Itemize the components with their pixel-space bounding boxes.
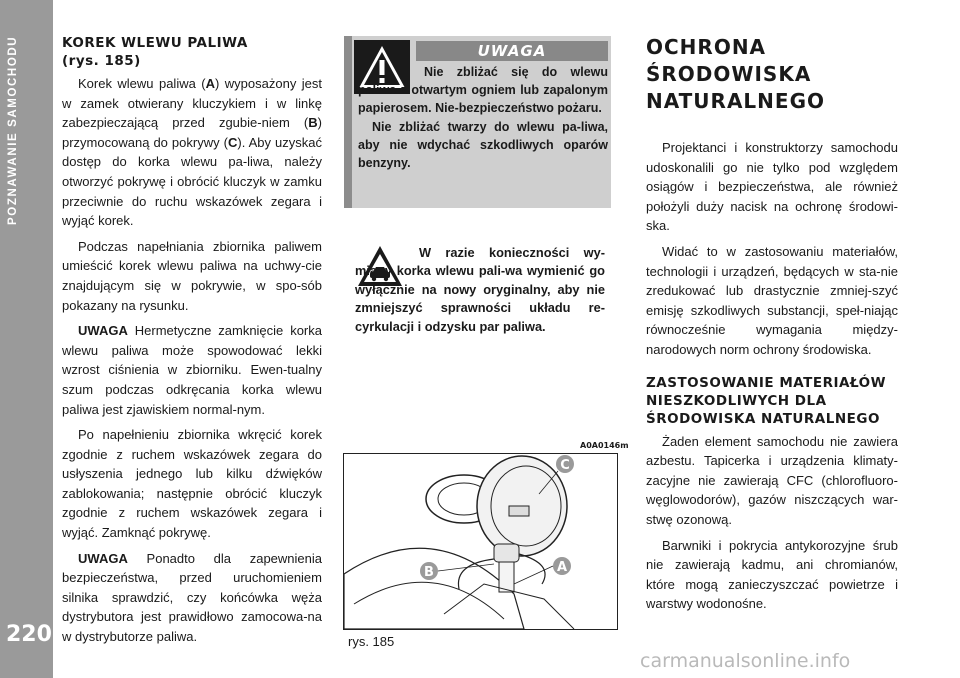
paragraph: Korek wlewu paliwa (A) wyposażony jest w zamek otwierany kluczykiem i w linkę zabezpieczającą przed zgubie-niem (B) przymocowaną do pokrywy (C). Aby uzyskać dostęp do korka wlewu pa-liwa, należy otworzyć pokrywę i obrócić kluczyk w zamku przeciwnie do ruchu wskazówek zegara i wyjąć korek. (62, 76, 322, 229)
warning-line: Nie zbliżać twarzy do wlewu pa-liwa, aby nie wdychać szkodliwych oparów benzyny. (358, 119, 608, 171)
paragraph: Żaden element samochodu nie zawiera azbestu. Tapicerka i urządzenia klimaty-zacyjne nie zawierają CFC (chlorofluoro-węglowodorów), gazów niszczących war-stwę ozonową. (646, 433, 898, 527)
watermark: carmanualsonline.info (640, 650, 851, 672)
warning-line: Nie zbliżać się do wlewu paliwa z otwartym ogniem lub zapalonym papierosem. Nie-bezpieczeństwo pożaru. (358, 65, 608, 116)
paragraph: Podczas napełniania zbiornika paliwem umieścić korek wlewu paliwa na uchwy-cie znajdującym się w pokrywie, w spo-sób pokazany na rysunku. (62, 238, 322, 313)
paragraph: Po napełnieniu zbiornika wkręcić korek zgodnie z ruchem wskazówek zegara do usłyszenia jednego lub kilku dźwięków zablokowania; następnie obrócić kluczyk zgodnie z ruchem wskazówek zegara i wyjąć. Zamknąć pokrywę. (62, 427, 322, 541)
paragraph: UWAGA Ponadto dla zapewnienia bezpieczeństwa, przed uruchomieniem silnika sprawdzić, czy końcówka węża dystrybutora jest prawidłowo zamocowa-na w dystrybutorze paliwa. (62, 550, 322, 645)
section-title: POZNAWANIE SAMOCHODU (7, 36, 19, 226)
paragraph: UWAGA Hermetyczne zamknięcie korka wlewu paliwa może spowodować lekki wzrost ciśnienia w zbiorniku. Ewen-tualny szum podczas odkręcania korka wlewu paliwa jest zjawiskiem normal-nym. (62, 323, 322, 417)
paragraph: Barwniki i pokrycia antykorozyjne śrub nie zawierają kadmu, ani chromianów, które mogą zanieczyszczać powietrze i warstwy wodonośne. (646, 537, 898, 612)
label-b: B (424, 565, 434, 580)
fuel-cap-illustration (344, 454, 617, 629)
environment-section (646, 138, 898, 620)
section-heading (62, 34, 322, 70)
fuel-cap-section (62, 34, 322, 653)
sidebar (0, 0, 53, 678)
warning-box-edge (344, 36, 352, 208)
paragraph: Widać to w zastosowaniu materiałów, technologii i urządzeń, będących w sta-nie zredukować lub drastycznie zmniej-szyć emisję szkodliwych substancji, speł-niając równocześnie wymagania między-narodowych norm ochrony środowiska. (646, 243, 898, 357)
paragraph: Projektanci i konstruktorzy samochodu udoskonalili go nie tylko pod względem osiągów i bezpieczeństwa, ale również położyli duży nacisk na ochronę środowi-ska. (646, 140, 898, 234)
figure-caption: rys. 185 (348, 634, 395, 649)
heading-line: KOREK WLEWU PALIWA (62, 35, 248, 51)
label-c: C (560, 458, 570, 473)
warning-text (358, 63, 608, 172)
note-label: UWAGA (78, 323, 128, 339)
note-text: W razie konieczności wy-miany korka wlewu pali-wa wymienić go wyłącznie na nowy oryginalny, aby nie zmniejszyć sprawności układu re-cyrkulacji i odzysku par paliwa. (355, 245, 605, 334)
page-number: 220 (6, 622, 52, 647)
warning-label: UWAGA (416, 41, 608, 61)
figure-code: A0A0146m (580, 441, 629, 450)
fuel-cap-figure (343, 453, 618, 630)
heading-figure-ref: (rys. 185) (62, 53, 141, 69)
note-label: UWAGA (78, 550, 128, 566)
environment-title: OCHRONA ŚRODOWISKA NATURALNEGO (646, 35, 825, 113)
label-a: A (556, 560, 568, 575)
subheading: ZASTOSOWANIE MATERIAŁÓW NIESZKODLIWYCH DLA ŚRODOWISKA NATURALNEGO (646, 374, 887, 427)
